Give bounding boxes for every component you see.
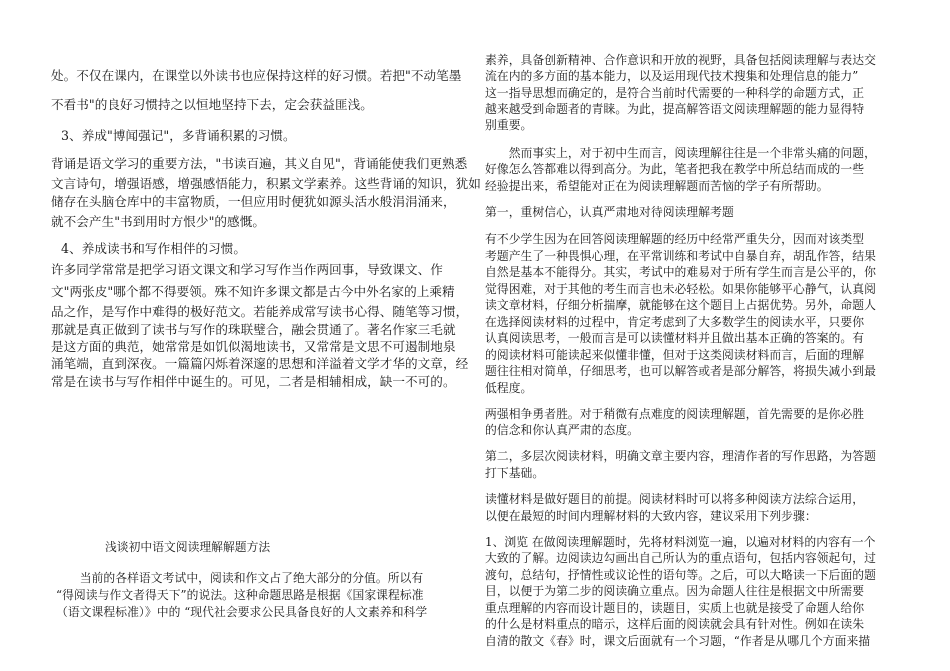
right-line-32: 自清的散文《春》时，课文后面就有一个习题，“作者是从哪几个方面来描 (485, 634, 871, 648)
right-line-16: 认真阅读思考，一般而言是可以读懂材料并且做出基本正确的答案的。有 (485, 331, 865, 345)
right-line-14: 读文章材料，仔细分析揣摩，就能够在这个题目上占据优势。另外，命题人 (485, 298, 876, 312)
right-line-8: 经验提出来，希望能对正在为阅读理解题而苦恼的学子有所帮助。 (485, 179, 829, 193)
right-line-21: 的信念和你认真严肃的态度。 (485, 423, 640, 437)
first-point-heading: 第一，重树信心，认真严肃地对待阅读理解考题 (485, 205, 734, 219)
right-line-31: 的什么是材料重点的暗示，这样后面的阅读就会具有针对性。例如在读朱 (485, 617, 865, 631)
left-line-12: 那就是真正做到了读书与写作的珠联璧合，融会贯通了。著名作家三毛就 (51, 322, 456, 337)
left-line-11: 品之作，是写作中难得的极好范文。若能养成常写读书心得、随笔等习惯， (51, 304, 469, 319)
right-line-29: 目，以便于为第二步的阅读确立重点。因为命题人往往是根据文中所需要 (485, 584, 865, 598)
intro-line-3: （语文课程标准）》中的 “现代社会要求公民具备良好的人文素养和科学 (56, 605, 428, 619)
left-line-15: 常是在读书与写作相伴中诞生的。可见，二者是相辅相成，缺一不可的。 (51, 374, 456, 389)
left-line-14: 涌笔端，直到深夜。一篇篇闪烁着深邃的思想和洋溢着文学才华的文章，经 (51, 356, 469, 371)
left-line-1: 处。不仅在课内，在课堂以外读书也应保持这样的好习惯。若把"不动笔墨 (51, 68, 462, 83)
right-line-26: 1、浏览 在做阅读理解题时，先将材料浏览一遍，以遍对材料的内容有一个 (485, 535, 876, 549)
right-line-13: 觉得困难，对于其他的考生而言也未必轻松。如果你能够平心静气，认真阅 (485, 282, 876, 296)
right-line-4: 越来越受到命题者的青睐。为此，提高解答语文阅读理解题的能力显得特 (485, 102, 865, 116)
right-line-7: 好像怎么答都难以得到高分。为此，笔者把我在教学中所总结而成的一些 (485, 162, 865, 176)
right-line-30: 重点理解的内容而设计题目的，读题目，实质上也就是接受了命题人给你 (485, 601, 865, 615)
right-line-11: 考题产生了一种畏惧心理，在平常训练和考试中自暴自弃，胡乱作答，结果 (485, 249, 876, 263)
right-line-3: 这一指导思想而确定的，是符合当前时代需要的一种科学的命题方式，正 (485, 86, 865, 100)
right-line-20: 两强相争勇者胜。对于稍微有点难度的阅读理解题，首先需要的是你必胜 (485, 407, 865, 421)
right-line-6: 然而事实上，对于初中生而言，阅读理解往往是一个非常头痛的问题， (485, 146, 876, 160)
left-line-7: 就不会产生"书到用时方恨少"的感慨。 (51, 214, 265, 229)
right-line-28: 渡句，总结句，抒情性或议论性的语句等。之后，可以大略读一下后面的题 (485, 568, 876, 582)
intro-line-2: “得阅读与作文者得天下”的说法。这种命题思路是根据《国家课程标准 (56, 588, 424, 602)
left-line-6: 储存在头脑仓库中的丰富物质，一但应用时便犹如源头活水般涓涓涌来， (51, 194, 456, 209)
right-line-24: 读懂材料是做好题目的前提。阅读材料时可以将多种阅读方法综合运用， (485, 492, 865, 506)
habit-4-heading: 4、养成读书和写作相伴的习惯。 (61, 241, 247, 256)
right-line-27: 大致的了解。边阅读边勾画出自己所认为的重点语句，包括内容领起句，过 (485, 551, 876, 565)
left-line-13: 是这方面的典范，她常常是如饥似渴地读书，又常常是文思不可遏制地泉 (51, 339, 456, 354)
left-line-5: 文言诗句，增强语感，增强感悟能力，积累文学素养。这些背诵的知识，犹如 (51, 176, 481, 191)
right-line-1: 素养，具备创新精神、合作意识和开放的视野，具备包括阅读理解与表达交 (485, 53, 876, 67)
right-line-15: 在选择阅读材料的过程中，肯定考虑到了大多数学生的阅读水平，只要你 (485, 315, 865, 329)
right-line-2: 流在内的多方面的基本能力，以及运用现代技术搜集和处理信息的能力” (485, 69, 859, 83)
second-point-heading: 第二，多层次阅读材料，明确文章主要内容，理清作者的写作思路，为答题 (485, 449, 876, 463)
right-line-12: 自然是基本不能得分。其实，考试中的难易对于所有学生而言是公平的，你 (485, 265, 876, 279)
left-line-4: 背诵是语文学习的重要方法，"书读百遍，其义自见"，背诵能使我们更熟悉 (51, 156, 468, 171)
right-line-5: 别重要。 (485, 118, 533, 132)
right-line-19: 低程度。 (485, 381, 533, 395)
right-line-10: 有不少学生因为在回答阅读理解题的经历中经常严重失分，因而对该类型 (485, 232, 865, 246)
right-line-23: 打下基础。 (485, 466, 545, 480)
right-line-25: 以便在最短的时间内理解材料的大致内容，建议采用下列步骤： (485, 509, 817, 523)
right-line-18: 题往往相对简单，仔细思考，也可以解答或者是部分解答，将损失减小到最 (485, 364, 876, 378)
article-title: 浅谈初中语文阅读理解解题方法 (105, 540, 271, 554)
left-line-9: 许多同学常常是把学习语文课文和学习写作当作两回事，导致课文、作 (51, 262, 443, 277)
left-line-10: 文"两张皮"哪个都不得要领。殊不知许多课文都是古今中外名家的上乘精 (51, 284, 455, 299)
intro-line-1: 当前的各样语文考试中，阅读和作文占了绝大部分的分值。所以有 (56, 571, 424, 585)
left-line-2: 不看书"的良好习惯持之以恒地坚持下去，定会获益匪浅。 (51, 97, 373, 112)
right-line-17: 的阅读材料可能读起来似懂非懂，但对于这类阅读材料而言，后面的理解 (485, 348, 865, 362)
habit-3-heading: 3、养成"博闻强记"，多背诵积累的习惯。 (61, 128, 296, 143)
